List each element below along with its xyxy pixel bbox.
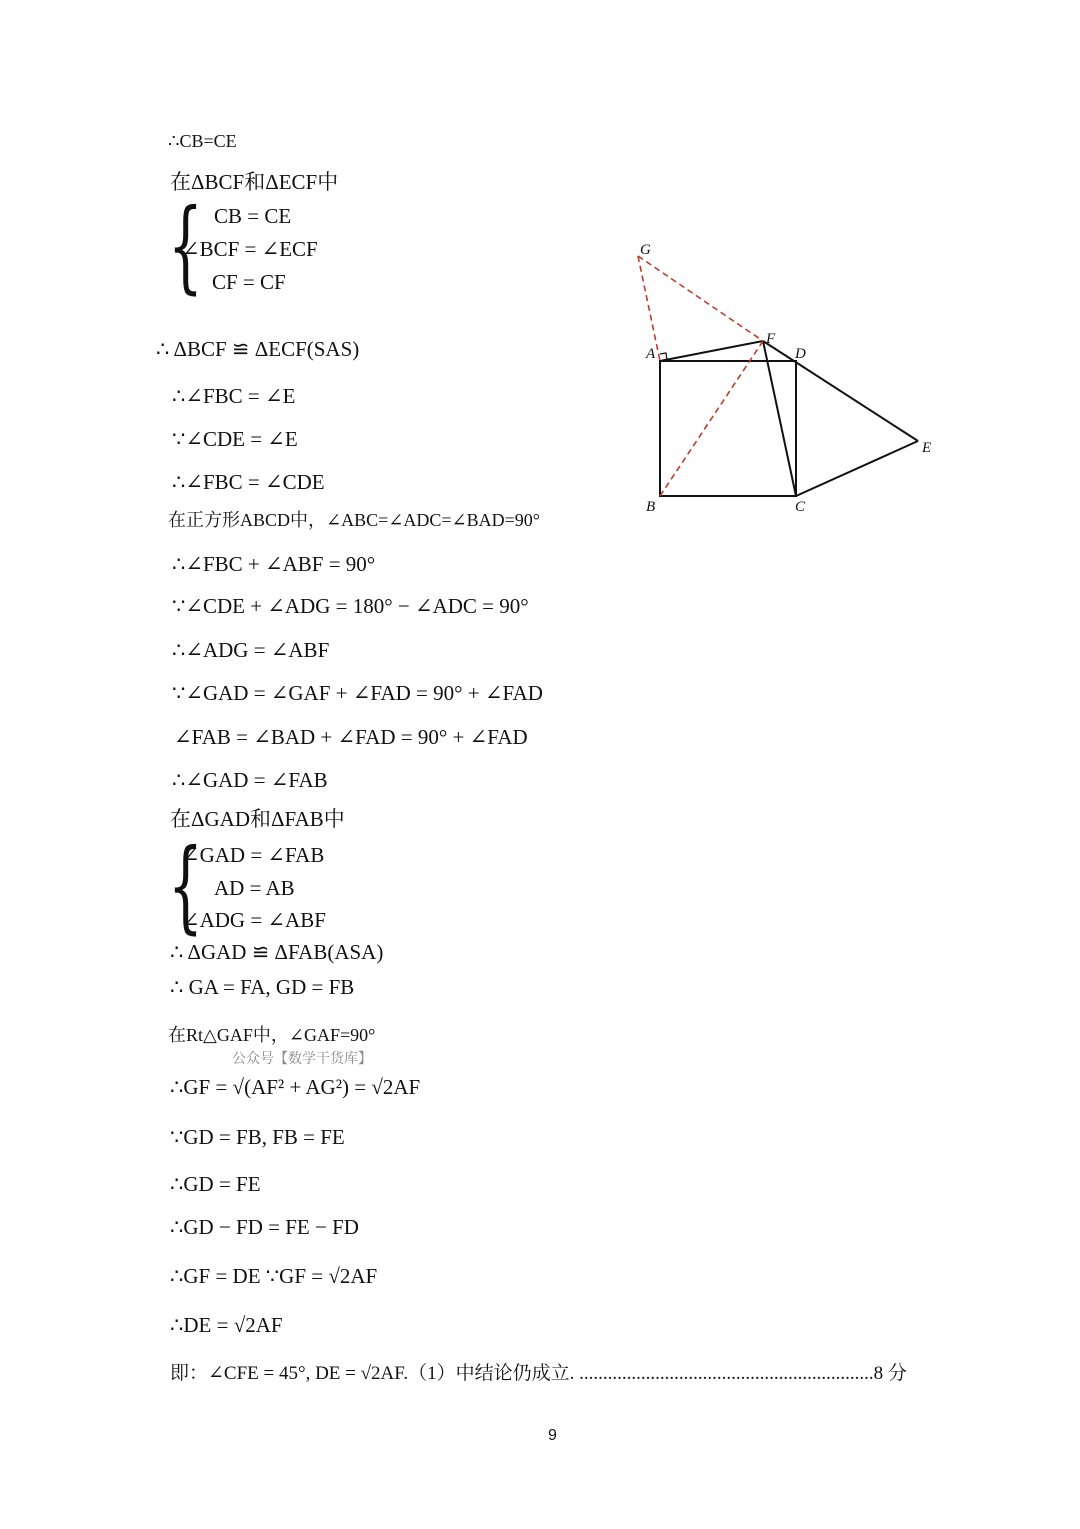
line-23: 在Rt△GAF中，∠GAF=90°: [168, 1025, 376, 1045]
line-3: CB = CE: [214, 204, 292, 228]
line-1: ∴CB=CE: [168, 131, 237, 151]
line-29: ∴DE = √2AF: [170, 1313, 283, 1337]
line-9: ∴∠FBC = ∠CDE: [172, 470, 325, 494]
page-number: 9: [548, 1427, 557, 1444]
geometry-figure: [620, 230, 940, 520]
label-e: E: [922, 440, 932, 456]
line-27: ∴GD − FD = FE − FD: [170, 1215, 359, 1239]
line-28: ∴GF = DE ∵GF = √2AF: [170, 1264, 378, 1288]
line-19: AD = AB: [214, 876, 295, 900]
square-abcd: [660, 361, 796, 496]
line-13: ∴∠ADG = ∠ABF: [172, 638, 330, 662]
label-a: A: [646, 346, 656, 362]
line-25: ∵GD = FB, FB = FE: [170, 1125, 345, 1149]
line-6: ∴ ΔBCF ≌ ΔECF(SAS): [156, 337, 360, 361]
line-16: ∴∠GAD = ∠FAB: [172, 768, 328, 792]
line-12: ∵∠CDE + ∠ADG = 180° − ∠ADC = 90°: [172, 594, 529, 618]
line-22: ∴ GA = FA, GD = FB: [170, 975, 355, 999]
line-18: ∠GAD = ∠FAB: [182, 843, 325, 867]
label-b: B: [646, 499, 656, 515]
line-21: ∴ ΔGAD ≌ ΔFAB(ASA): [170, 940, 384, 964]
line-2: 在ΔBCF和ΔECF中: [170, 170, 339, 194]
segment-bf: [660, 341, 763, 496]
line-26: ∴GD = FE: [170, 1172, 261, 1196]
line-4: ∠BCF = ∠ECF: [182, 237, 318, 261]
line-10: 在正方形ABCD中，∠ABC=∠ADC=∠BAD=90°: [168, 510, 540, 530]
label-c: C: [795, 499, 806, 515]
segment-ce: [796, 441, 918, 496]
line-17: 在ΔGAD和ΔFAB中: [170, 807, 345, 831]
brace-2: {: [168, 827, 203, 944]
watermark: 公众号【数学干货库】: [232, 1052, 372, 1067]
label-d: D: [795, 346, 806, 362]
line-14: ∵∠GAD = ∠GAF + ∠FAD = 90° + ∠FAD: [172, 681, 543, 705]
line-24: ∴GF = √(AF² + AG²) = √2AF: [170, 1075, 421, 1099]
line-30: 即：∠CFE = 45°, DE = √2AF.（1）中结论仍成立. ..............................................................8 分: [170, 1363, 907, 1384]
line-20: ∠ADG = ∠ABF: [182, 908, 326, 932]
line-11: ∴∠FBC + ∠ABF = 90°: [172, 552, 376, 576]
segment-fe: [763, 341, 918, 441]
line-7: ∴∠FBC = ∠E: [172, 384, 296, 408]
segment-gf: [638, 256, 763, 341]
segment-af: [660, 341, 763, 361]
line-5: CF = CF: [212, 270, 286, 294]
brace-1: {: [168, 187, 203, 304]
line-8: ∵∠CDE = ∠E: [172, 427, 298, 451]
segment-fc: [763, 341, 796, 496]
label-f: F: [766, 331, 776, 347]
label-g: G: [640, 242, 651, 258]
line-15: ∠FAB = ∠BAD + ∠FAD = 90° + ∠FAD: [174, 725, 528, 749]
